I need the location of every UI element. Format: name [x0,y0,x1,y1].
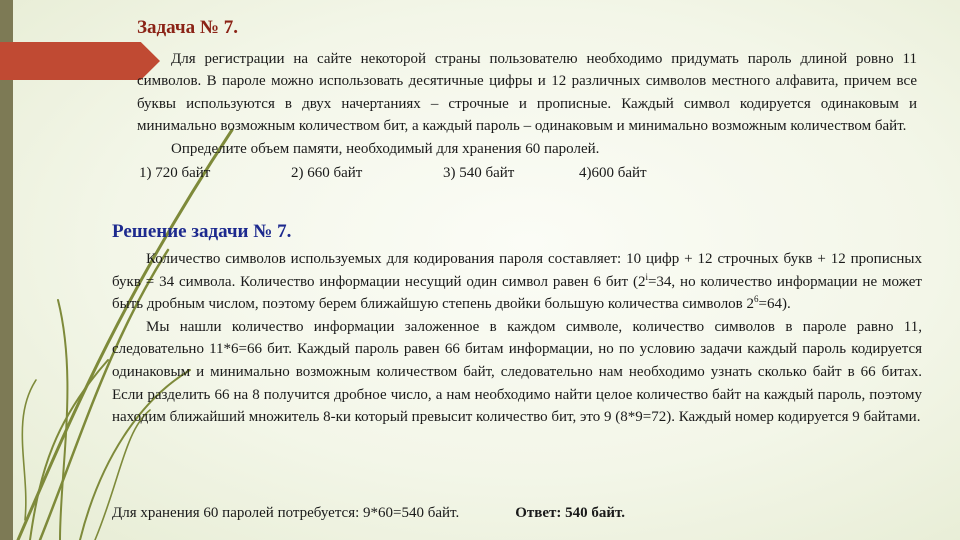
task-body [137,48,917,184]
task-question: Определите объем памяти, необходимый для хранения 60 паролей. [171,140,600,157]
grass-blade [30,360,108,540]
solution-body [112,248,922,429]
solution-text: =64). [758,296,791,313]
solution-text: =34, но количество информации не может быть дробным числом, поэтому берем ближайшую степень двойки большую количества символов 2 [112,273,922,313]
solution-title: Решение задачи № 7. [112,221,292,242]
solution-paragraph-2: Мы нашли количество информации заложенное в каждом символе, количество символов в пароле равно 11, следовательно 11*6=66 бит. Каждый пароль равен 66 битам информации, но по условию задачи каждый пароль кодируется одинаковым и минимально возможным количеством байт, следовательно нам необходимо узнать сколько байт в 66 битах. Если разделить 66 на 8 получится дробное число, а нам необходимо найти целое количество байт на каждый пароль, поэтому находим ближайший множитель 8-ки который превысит количество бит, это 9 (8*9=72). Каждый номер кодируется 9 байтами. [112,318,922,426]
solution-text: Количество символов используемых для кодирования пароля составляет: 10 цифр + 12 строчных букв + 12 прописных букв = 34 символа. Количество информации несущий один символ равен 6 бит (2 [112,251,922,290]
exponent: 6 [754,294,759,305]
solution-paragraph-1 [112,248,922,316]
final-line [112,502,922,524]
storage-calculation: Для хранения 60 паролей потребуется: 9*60=540 байт. [112,505,460,521]
task-paragraph: Для регистрации на сайте некоторой страны пользователю необходимо придумать пароль длиной ровно 11 символов. В пароле можно использовать десятичные цифры и 12 различных символов местного алфавита, причем все буквы используются в двух начертаниях – строчные и прописные. Каждый символ кодируется одинаковым и минимально возможным количеством бит, а каждый пароль – одинаковым и минимально возможным количеством байт. [137,51,917,135]
task-title: Задача № 7. [137,17,238,38]
final-answer: Ответ: 540 байт. [515,505,626,521]
answer-option-2: 2) 660 байт [291,165,363,182]
answer-option-3: 3) 540 байт [443,165,515,182]
answer-option-4: 4)600 байт [579,165,647,182]
exponent: i [645,271,648,282]
grass-blade [22,380,36,520]
answer-options [137,162,917,184]
answer-option-1: 1) 720 байт [139,165,211,182]
